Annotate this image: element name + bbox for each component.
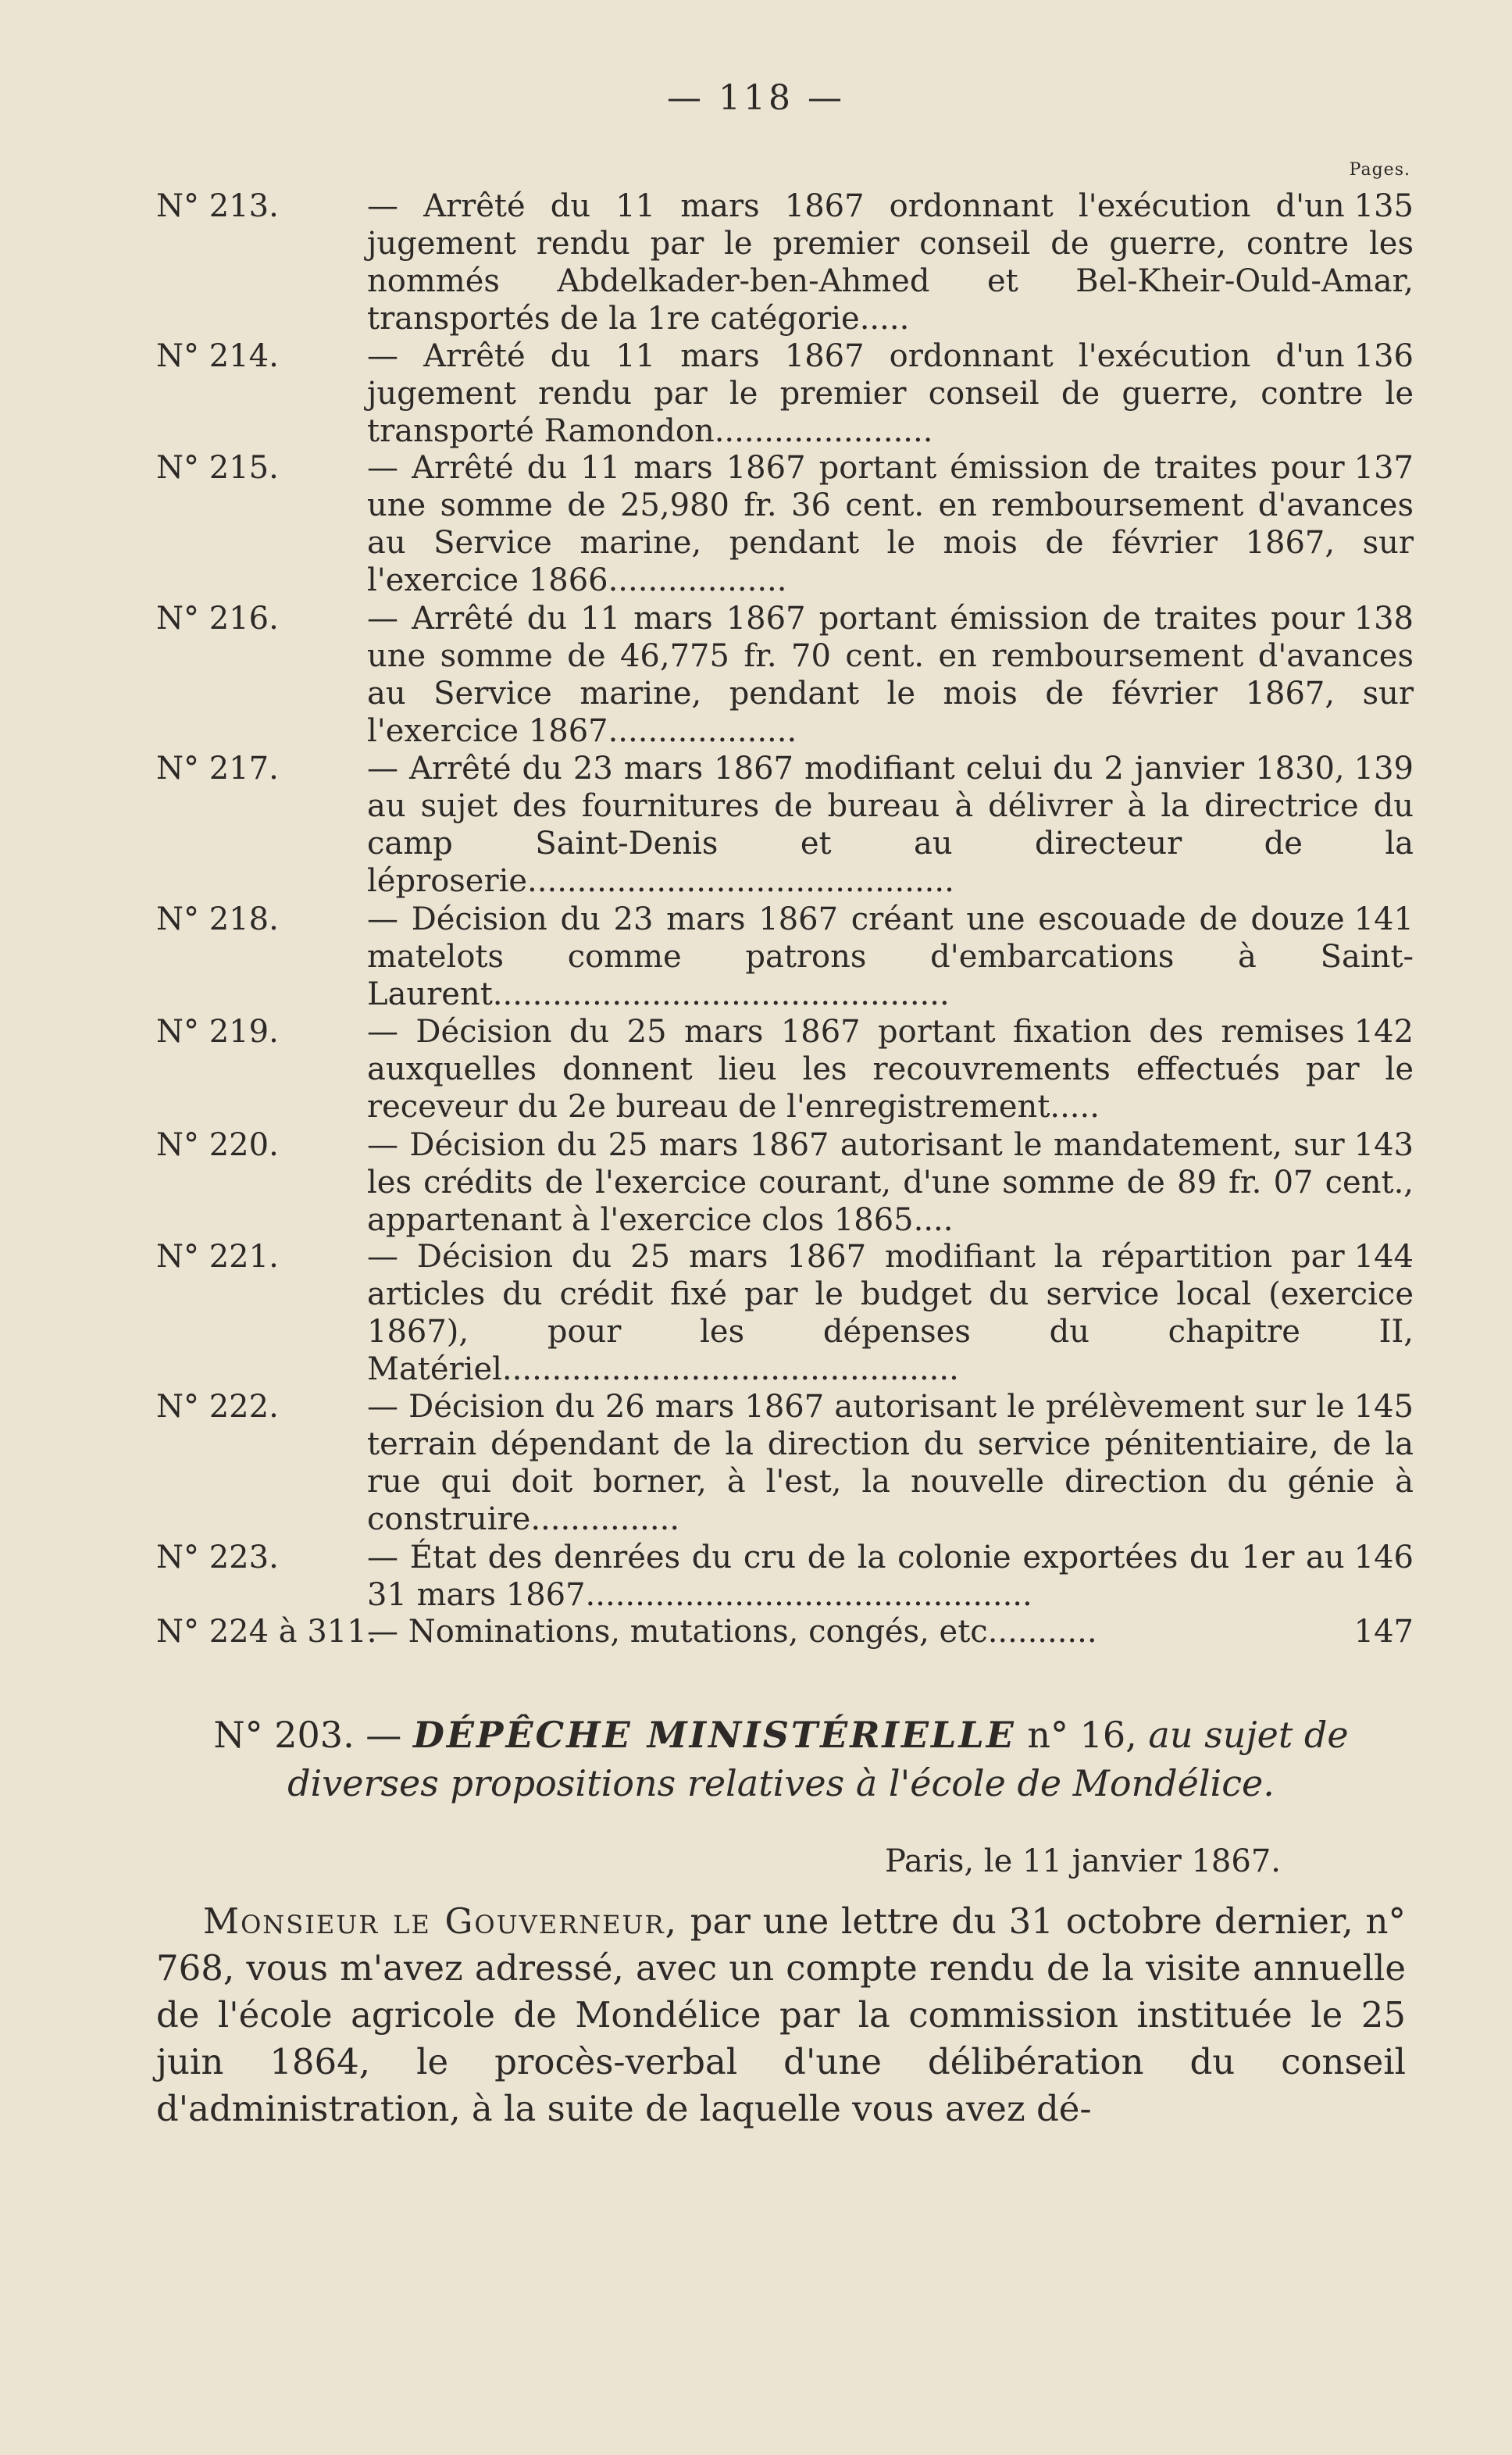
toc-entry-page: 142: [1353, 1014, 1414, 1050]
toc-entry-page: 145: [1353, 1389, 1414, 1425]
toc-entry-number: N° 219.: [156, 1014, 279, 1050]
toc-entry-number: N° 214.: [156, 338, 279, 374]
page-number: — 118 —: [667, 78, 845, 118]
letter-text: par une lettre du 31 octobre dernier, n° 768, vous m'avez adressé, avec un compte rendu de la visite annuelle de l'école agricole de Mondélice par la commission instituée le 25 juin 1864, le procès-verbal d'une délibération du conseil d'administration, à la suite de laquelle vous avez dé-: [156, 1900, 1406, 2129]
toc-entry-text: — Décision du 26 mars 1867 autorisant le prélèvement sur le terrain dépendant de la direction du service pénitentiaire, de la rue qui doit borner, à l'est, la nouvelle direction du génie à construire...............: [367, 1389, 1414, 1537]
toc-entry-text-block: [367, 1613, 1414, 1650]
toc-entry-text-block: [367, 337, 1414, 450]
toc-entry: [156, 449, 1414, 599]
toc-entry-number: N° 215.: [156, 450, 279, 486]
toc-entry-number: N° 224 à 311.: [156, 1614, 377, 1650]
toc-entry-page: 138: [1353, 601, 1414, 637]
toc-entry: [156, 901, 1414, 1013]
toc-entry-page: 147: [1353, 1614, 1414, 1650]
toc-entry: [156, 1126, 1414, 1239]
toc-entry-page: 137: [1353, 450, 1414, 486]
section-dispatch-number: n° 16,: [1027, 1714, 1137, 1756]
toc-entry-text: — Décision du 25 mars 1867 autorisant le mandatement, sur les crédits de l'exercice courant, d'une somme de 89 fr. 07 cent., appartenant à l'exercice clos 1865....: [367, 1127, 1414, 1238]
toc-entry-text-block: [367, 1539, 1414, 1614]
toc-entry-text: — Arrêté du 11 mars 1867 ordonnant l'exécution d'un jugement rendu par le premier conseil de guerre, contre le transporté Ramondon......................: [367, 338, 1414, 449]
toc-entry-text-block: [367, 1388, 1414, 1538]
toc-entry-text: — Arrêté du 23 mars 1867 modifiant celui du 2 janvier 1830, au sujet des fournitures de bureau à délivrer à la directrice du camp Saint-Denis et au directeur de la léproserie...........................................: [367, 751, 1414, 899]
section-caps-title: DÉPÊCHE MINISTÉRIELLE: [412, 1714, 1016, 1756]
toc-entry: [156, 1238, 1414, 1388]
toc-entry-text: — Arrêté du 11 mars 1867 portant émission de traites pour une somme de 25,980 fr. 36 cent. en remboursement d'avances au Service marine, pendant le mois de février 1867, sur l'exercice 1866..................: [367, 450, 1414, 598]
toc-entry: [156, 1013, 1414, 1126]
section-number: N° 203. —: [213, 1714, 402, 1756]
toc-entry-number: N° 223.: [156, 1540, 279, 1575]
toc-entry-text-block: [367, 600, 1414, 750]
toc-entry-text: — État des denrées du cru de la colonie exportées du 1er au 31 mars 1867.............................................: [367, 1540, 1345, 1613]
toc-entry: [156, 187, 1414, 337]
toc-entry-page: 141: [1353, 901, 1414, 937]
toc-entry-page: 139: [1353, 751, 1414, 787]
toc-entry-text: — Décision du 23 mars 1867 créant une escouade de douze matelots comme patrons d'embarcations à Saint-Laurent..............................................: [367, 901, 1414, 1012]
toc-entry-text-block: [367, 750, 1414, 900]
toc-entry: [156, 750, 1414, 900]
toc-entry-text-block: [367, 1013, 1414, 1126]
section-subject: au sujet de diverses propositions relatives à l'école de Mondélice.: [287, 1714, 1349, 1804]
toc-entry-page: 146: [1353, 1540, 1414, 1575]
toc-entry-number: N° 217.: [156, 751, 279, 787]
pages-column-label: Pages.: [1349, 160, 1410, 180]
toc-entry: [156, 1539, 1414, 1614]
toc-entry-text: — Arrêté du 11 mars 1867 portant émission de traites pour une somme de 46,775 fr. 70 cent. en remboursement d'avances au Service marine, pendant le mois de février 1867, sur l'exercice 1867...................: [367, 601, 1414, 749]
toc-entry-text-block: [367, 449, 1414, 599]
toc-entry-text: — Décision du 25 mars 1867 portant fixation des remises auxquelles donnent lieu les recouvrements effectués par le receveur du 2e bureau de l'enregistrement.....: [367, 1014, 1414, 1125]
toc-entry-text-block: [367, 187, 1414, 337]
toc-entry-text-block: [367, 1126, 1414, 1239]
toc-entry: [156, 337, 1414, 450]
toc-entry-number: N° 222.: [156, 1389, 279, 1425]
toc-entry: [156, 600, 1414, 750]
toc-entry: [156, 1613, 1414, 1650]
toc-entry-page: 136: [1353, 338, 1414, 374]
toc-entry-page: 135: [1353, 188, 1414, 224]
toc-entry-number: N° 213.: [156, 188, 279, 224]
letter-body: [156, 1898, 1406, 2132]
toc-entry-number: N° 218.: [156, 901, 279, 937]
dateline: Paris, le 11 janvier 1867.: [884, 1843, 1281, 1879]
letter-salutation: Monsieur le Gouverneur,: [203, 1900, 678, 1942]
toc-entry-text: — Nominations, mutations, congés, etc...........: [367, 1614, 1097, 1650]
toc-entry-page: 144: [1353, 1239, 1414, 1275]
toc-entry: [156, 1388, 1414, 1538]
section-title: [156, 1711, 1406, 1807]
toc-entry-text: — Décision du 25 mars 1867 modifiant la répartition par articles du crédit fixé par le budget du service local (exercice 1867), pour les dépenses du chapitre II, Matériel..............................................: [367, 1239, 1414, 1387]
toc-entry-number: N° 220.: [156, 1127, 279, 1163]
toc-entry-number: N° 216.: [156, 601, 279, 637]
toc-entry-text-block: [367, 901, 1414, 1013]
toc-entry-number: N° 221.: [156, 1239, 279, 1275]
toc-entry-page: 143: [1353, 1127, 1414, 1163]
toc-entry-text-block: [367, 1238, 1414, 1388]
toc-entry-text: — Arrêté du 11 mars 1867 ordonnant l'exécution d'un jugement rendu par le premier conseil de guerre, contre les nommés Abdelkader-ben-Ahmed et Bel-Kheir-Ould-Amar, transportés de la 1re catégorie.....: [367, 188, 1414, 337]
